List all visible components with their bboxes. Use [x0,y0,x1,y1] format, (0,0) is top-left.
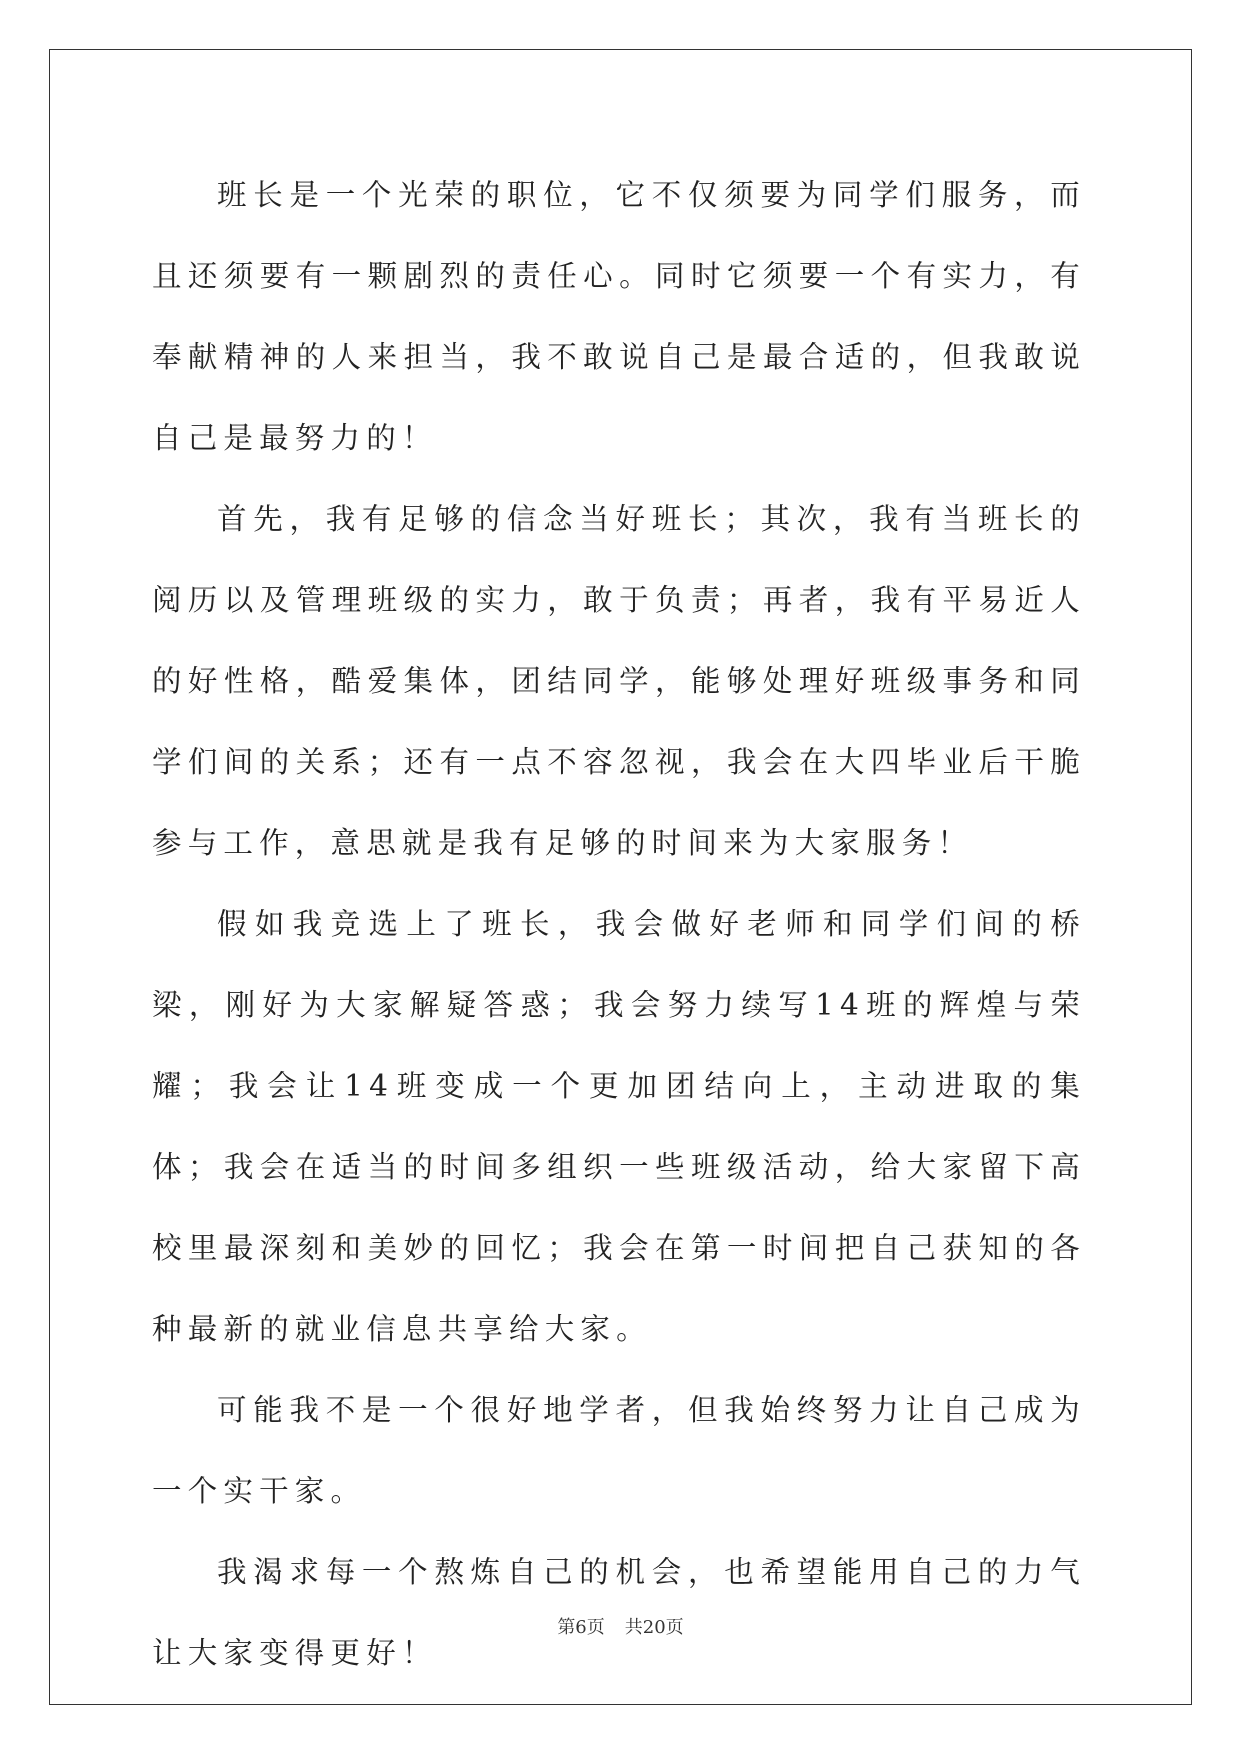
document-body [152,155,1086,1694]
paragraph-1: 班长是一个光荣的职位，它不仅须要为同学们服务，而且还须要有一颗剧烈的责任心。同时它须要一个有实力，有奉献精神的人来担当，我不敢说自己是最合适的，但我敢说自己是最努力的！ [152,178,1086,455]
paragraph-4: 可能我不是一个很好地学者，但我始终努力让自己成为一个实干家。 [152,1393,1086,1508]
paragraph-3: 假如我竞选上了班长，我会做好老师和同学们间的桥梁，刚好为大家解疑答惑；我会努力续写14班的辉煌与荣耀；我会让14班变成一个更加团结向上，主动进取的集体；我会在适当的时间多组织一些班级活动，给大家留下高校里最深刻和美妙的回忆；我会在第一时间把自己获知的各种最新的就业信息共享给大家。 [152,907,1086,1346]
paragraph-5: 我渴求每一个熬炼自己的机会，也希望能用自己的力气让大家变得更好！ [152,1555,1086,1670]
paragraph-2: 首先，我有足够的信念当好班长；其次，我有当班长的阅历以及管理班级的实力，敢于负责；再者，我有平易近人的好性格，酷爱集体，团结同学，能够处理好班级事务和同学们间的关系；还有一点不容忽视，我会在大四毕业后干脆参与工作，意思就是我有足够的时间来为大家服务！ [152,502,1086,860]
total-page-count: 共20页 [624,1617,684,1638]
current-page-number: 第6页 [557,1617,605,1638]
page-footer [0,1613,1241,1639]
